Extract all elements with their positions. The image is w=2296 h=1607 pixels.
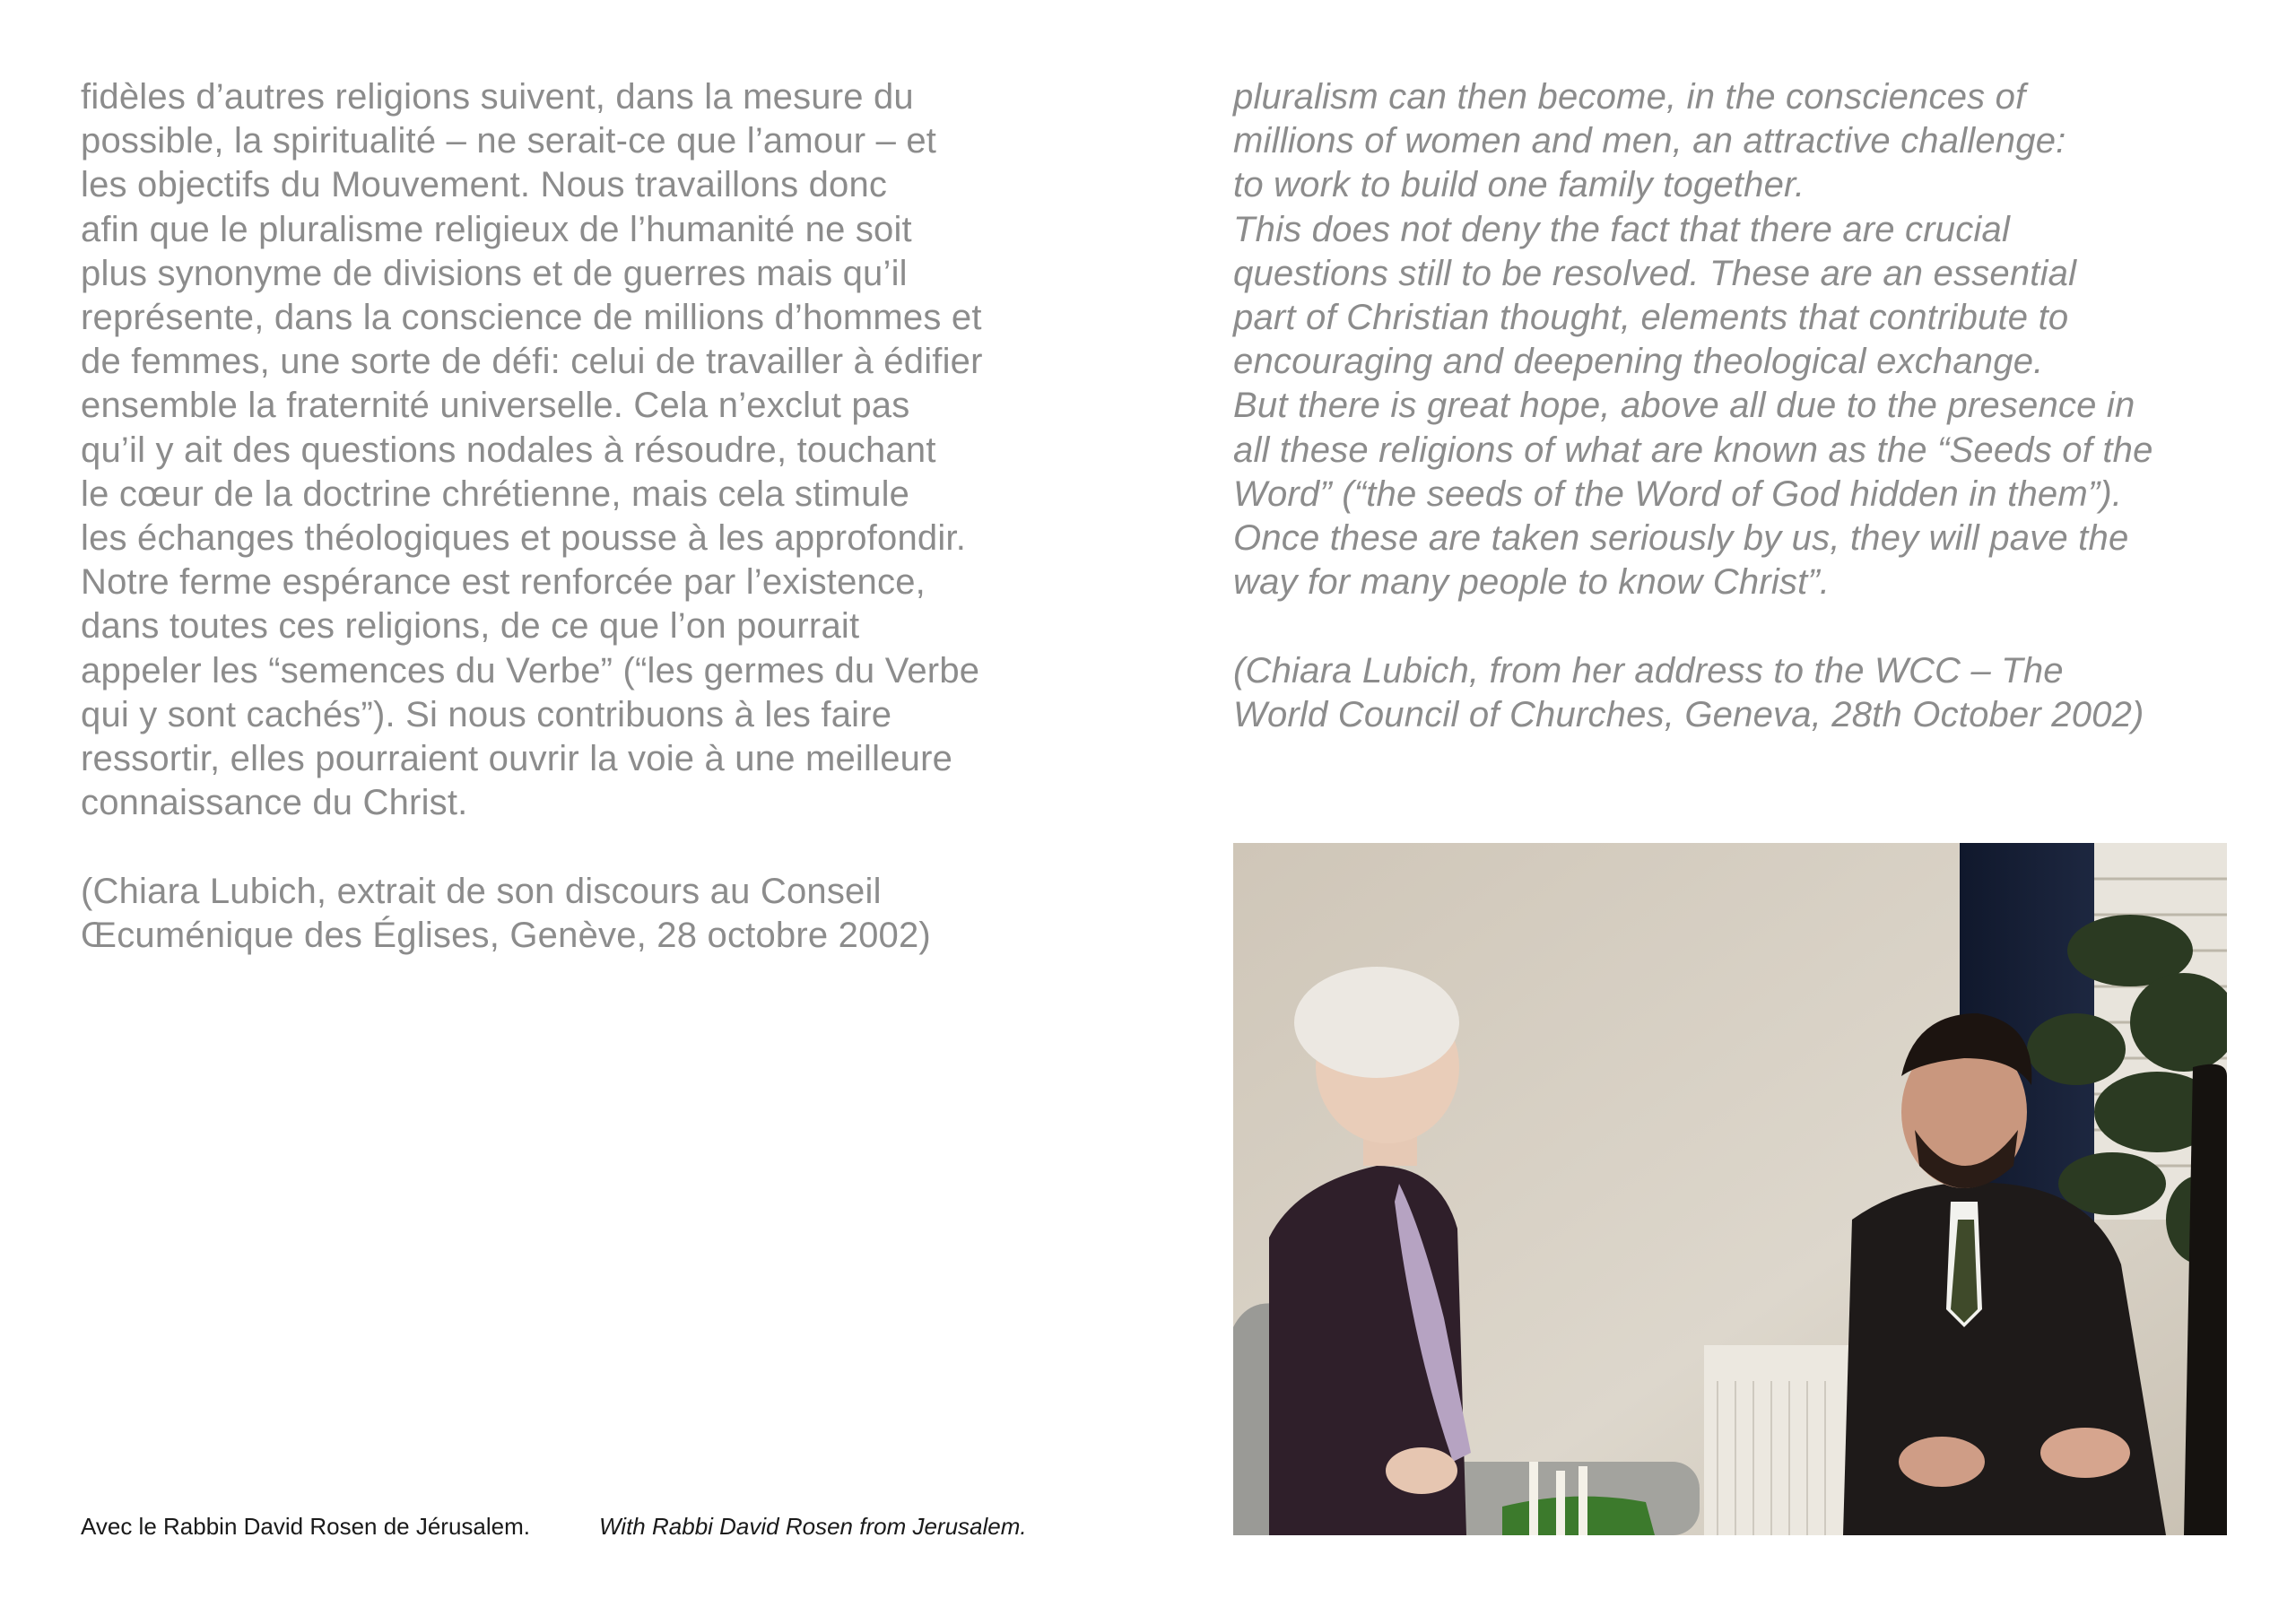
right-text-line: encouraging and deepening theological exchange. <box>1233 342 2044 382</box>
left-text-line: ensemble la fraternité universelle. Cela n’exclut pas <box>81 386 910 426</box>
left-text-line: de femmes, une sorte de défi: celui de travailler à édifier <box>81 342 983 382</box>
left-text-line: qu’il y ait des questions nodales à résoudre, touchant <box>81 430 936 470</box>
right-text-line: millions of women and men, an attractive challenge: <box>1233 121 2066 161</box>
right-text-line: But there is great hope, above all due to the presence in <box>1233 386 2135 426</box>
left-text-column <box>81 75 1103 958</box>
left-text-line: représente, dans la conscience de millions d’hommes et <box>81 298 982 338</box>
left-text-line: les objectifs du Mouvement. Nous travaillons donc <box>81 165 888 205</box>
right-text-line: part of Christian thought, elements that contribute to <box>1233 298 2069 338</box>
left-text-line: qui y sont cachés”). Si nous contribuons à les faire <box>81 694 892 734</box>
left-text-line: fidèles d’autres religions suivent, dans la mesure du <box>81 77 914 117</box>
right-text-line: questions still to be resolved. These are an essential <box>1233 253 2077 293</box>
right-citation-line: (Chiara Lubich, from her address to the WCC – The <box>1233 650 2064 691</box>
right-text-line: pluralism can then become, in the consciences of <box>1233 77 2026 117</box>
left-text-line: Notre ferme espérance est renforcée par l’existence, <box>81 562 926 603</box>
right-text-column <box>1233 75 2238 737</box>
photo-caption-english: With Rabbi David Rosen from Jerusalem. <box>599 1513 1027 1540</box>
paragraph-gap <box>1233 604 2238 648</box>
left-citation-line: Œcuménique des Églises, Genève, 28 octobre 2002) <box>81 915 931 955</box>
left-text-line: possible, la spiritualité – ne serait-ce que l’amour – et <box>81 121 937 161</box>
paragraph-gap <box>81 825 1103 869</box>
left-text-line: connaissance du Christ. <box>81 783 468 823</box>
left-text-line: le cœur de la doctrine chrétienne, mais cela stimule <box>81 473 910 514</box>
right-text-line: way for many people to know Christ”. <box>1233 562 1831 603</box>
left-text-line: appeler les “semences du Verbe” (“les germes du Verbe <box>81 650 980 691</box>
right-text-line: This does not deny the fact that there are crucial <box>1233 209 2011 249</box>
left-text-line: plus synonyme de divisions et de guerres mais qu’il <box>81 253 908 293</box>
meeting-photo-illustration <box>1233 843 2227 1535</box>
right-text-line: Word” (“the seeds of the Word of God hidden in them”). <box>1233 473 2123 514</box>
left-text-line: dans toutes ces religions, de ce que l’on pourrait <box>81 606 860 647</box>
left-text-line: les échanges théologiques et pousse à les approfondir. <box>81 518 967 559</box>
right-text-line: Once these are taken seriously by us, they will pave the <box>1233 518 2129 559</box>
meeting-photo <box>1233 843 2227 1535</box>
left-text-line: ressortir, elles pourraient ouvrir la voie à une meilleure <box>81 739 953 779</box>
right-text-line: all these religions of what are known as the “Seeds of the <box>1233 430 2153 470</box>
left-citation-line: (Chiara Lubich, extrait de son discours au Conseil <box>81 871 882 911</box>
right-citation-line: World Council of Churches, Geneva, 28th October 2002) <box>1233 694 2144 734</box>
left-text-line: afin que le pluralisme religieux de l’humanité ne soit <box>81 209 912 249</box>
right-text-line: to work to build one family together. <box>1233 165 1805 205</box>
photo-caption-french: Avec le Rabbin David Rosen de Jérusalem. <box>81 1513 531 1540</box>
